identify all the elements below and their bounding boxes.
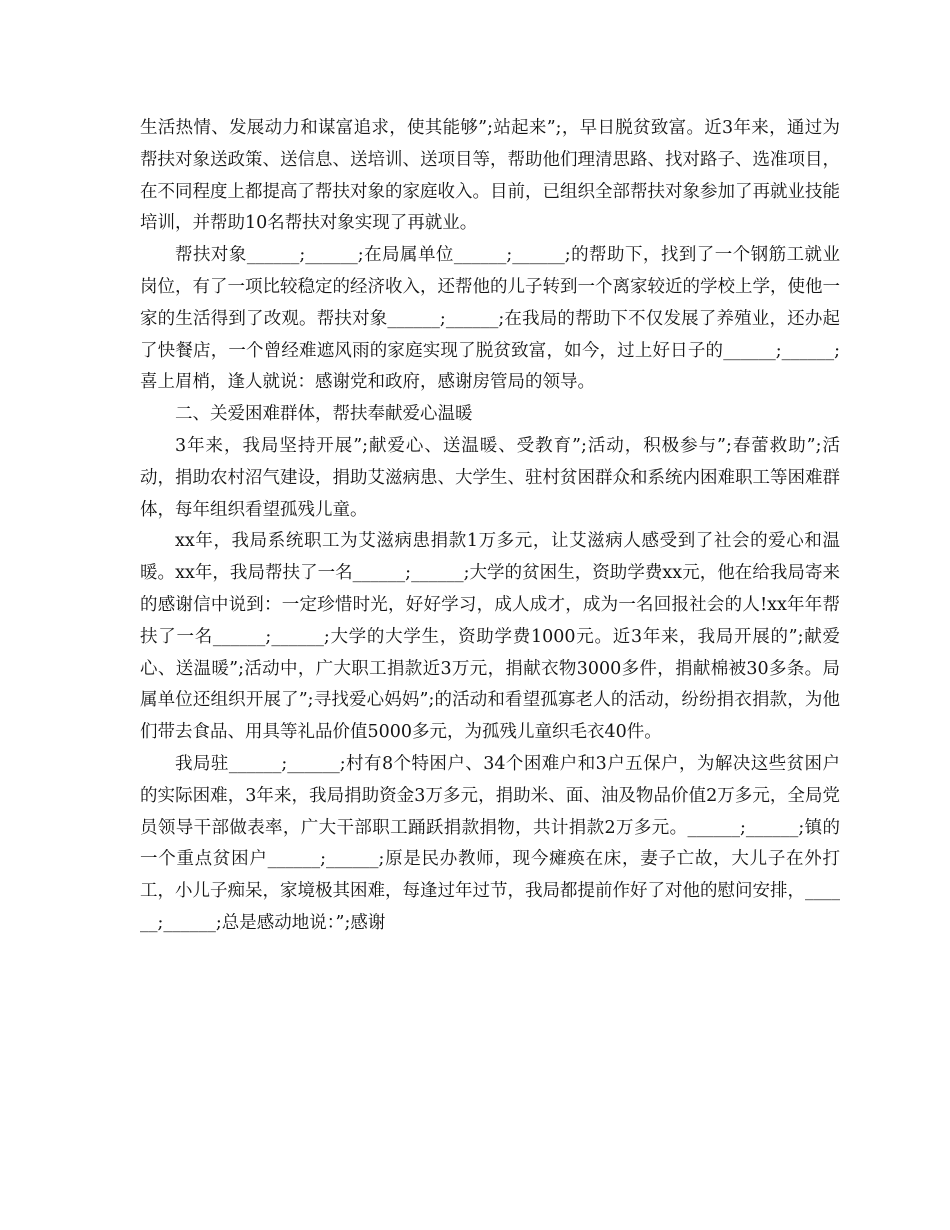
document-body bbox=[140, 113, 840, 940]
section-heading: 二、关爱困难群体，帮扶奉献爱心温暖 bbox=[175, 404, 473, 425]
paragraph-1: 生活热情、发展动力和谋富追求，使其能够”;站起来”;，早日脱贫致富。近3年来，通过为帮扶对象送政策、送信息、送培训、送项目等，帮助他们理清思路、找对路子、选准项目，在不同程度上都提高了帮扶对象的家庭收入。目前，已组织全部帮扶对象参加了再就业技能培训，并帮助10名帮扶对象实现了再就业。 bbox=[140, 118, 840, 234]
paragraph-3: 3年来，我局坚持开展”;献爱心、送温暖、受教育”;活动，积极参与”;春蕾救助”;活动，捐助农村沼气建设，捐助艾滋病患、大学生、驻村贫困群众和系统内困难职工等困难群体，每年组织看望孤残儿童。 bbox=[140, 435, 840, 520]
paragraph-4: xx年，我局系统职工为艾滋病患捐款1万多元，让艾滋病人感受到了社会的爱心和温暖。xx年，我局帮扶了一名______;______;大学的贫困生，资助学费xx元，他在给我局寄来的感谢信中说到：一定珍惜时光，好好学习，成人成才，成为一名回报社会的人!xx年年帮扶了一名______;______;大学的大学生，资助学费1000元。近3年来，我局开展的”;献爱心、送温暖”;活动中，广大职工捐款近3万元，捐献衣物3000多件，捐献棉被30多条。局属单位还组织开展了”;寻找爱心妈妈”;的活动和看望孤寡老人的活动，纷纷捐衣捐款，为他们带去食品、用具等礼品价值5000多元，为孤残儿童织毛衣40件。 bbox=[140, 531, 840, 743]
paragraph-5: 我局驻______;______;村有8个特困户、34个困难户和3户五保户，为解决这些贫困户的实际困难，3年来，我局捐助资金3万多元，捐助米、面、油及物品价值2万多元，全局党员领导干部做表率，广大干部职工踊跃捐款捐物，共计捐款2万多元。______;______;镇的一个重点贫困户______;______;原是民办教师，现今瘫痪在床，妻子亡故，大儿子在外打工，小儿子痴呆，家境极其困难，每逢过年过节，我局都提前作好了对他的慰问安排，______;______;总是感动地说：”;感谢 bbox=[140, 753, 840, 933]
paragraph-2: 帮扶对象______;______;在局属单位______;______;的帮助下，找到了一个钢筋工就业岗位，有了一项比较稳定的经济收入，还帮他的儿子转到一个离家较近的学校上学，使他一家的生活得到了改观。帮扶对象______;______;在我局的帮助下不仅发展了养殖业，还办起了快餐店，一个曾经难遮风雨的家庭实现了脱贫致富，如今，过上好日子的______;______;喜上眉梢，逢人就说：感谢党和政府，感谢房管局的领导。 bbox=[140, 245, 840, 393]
